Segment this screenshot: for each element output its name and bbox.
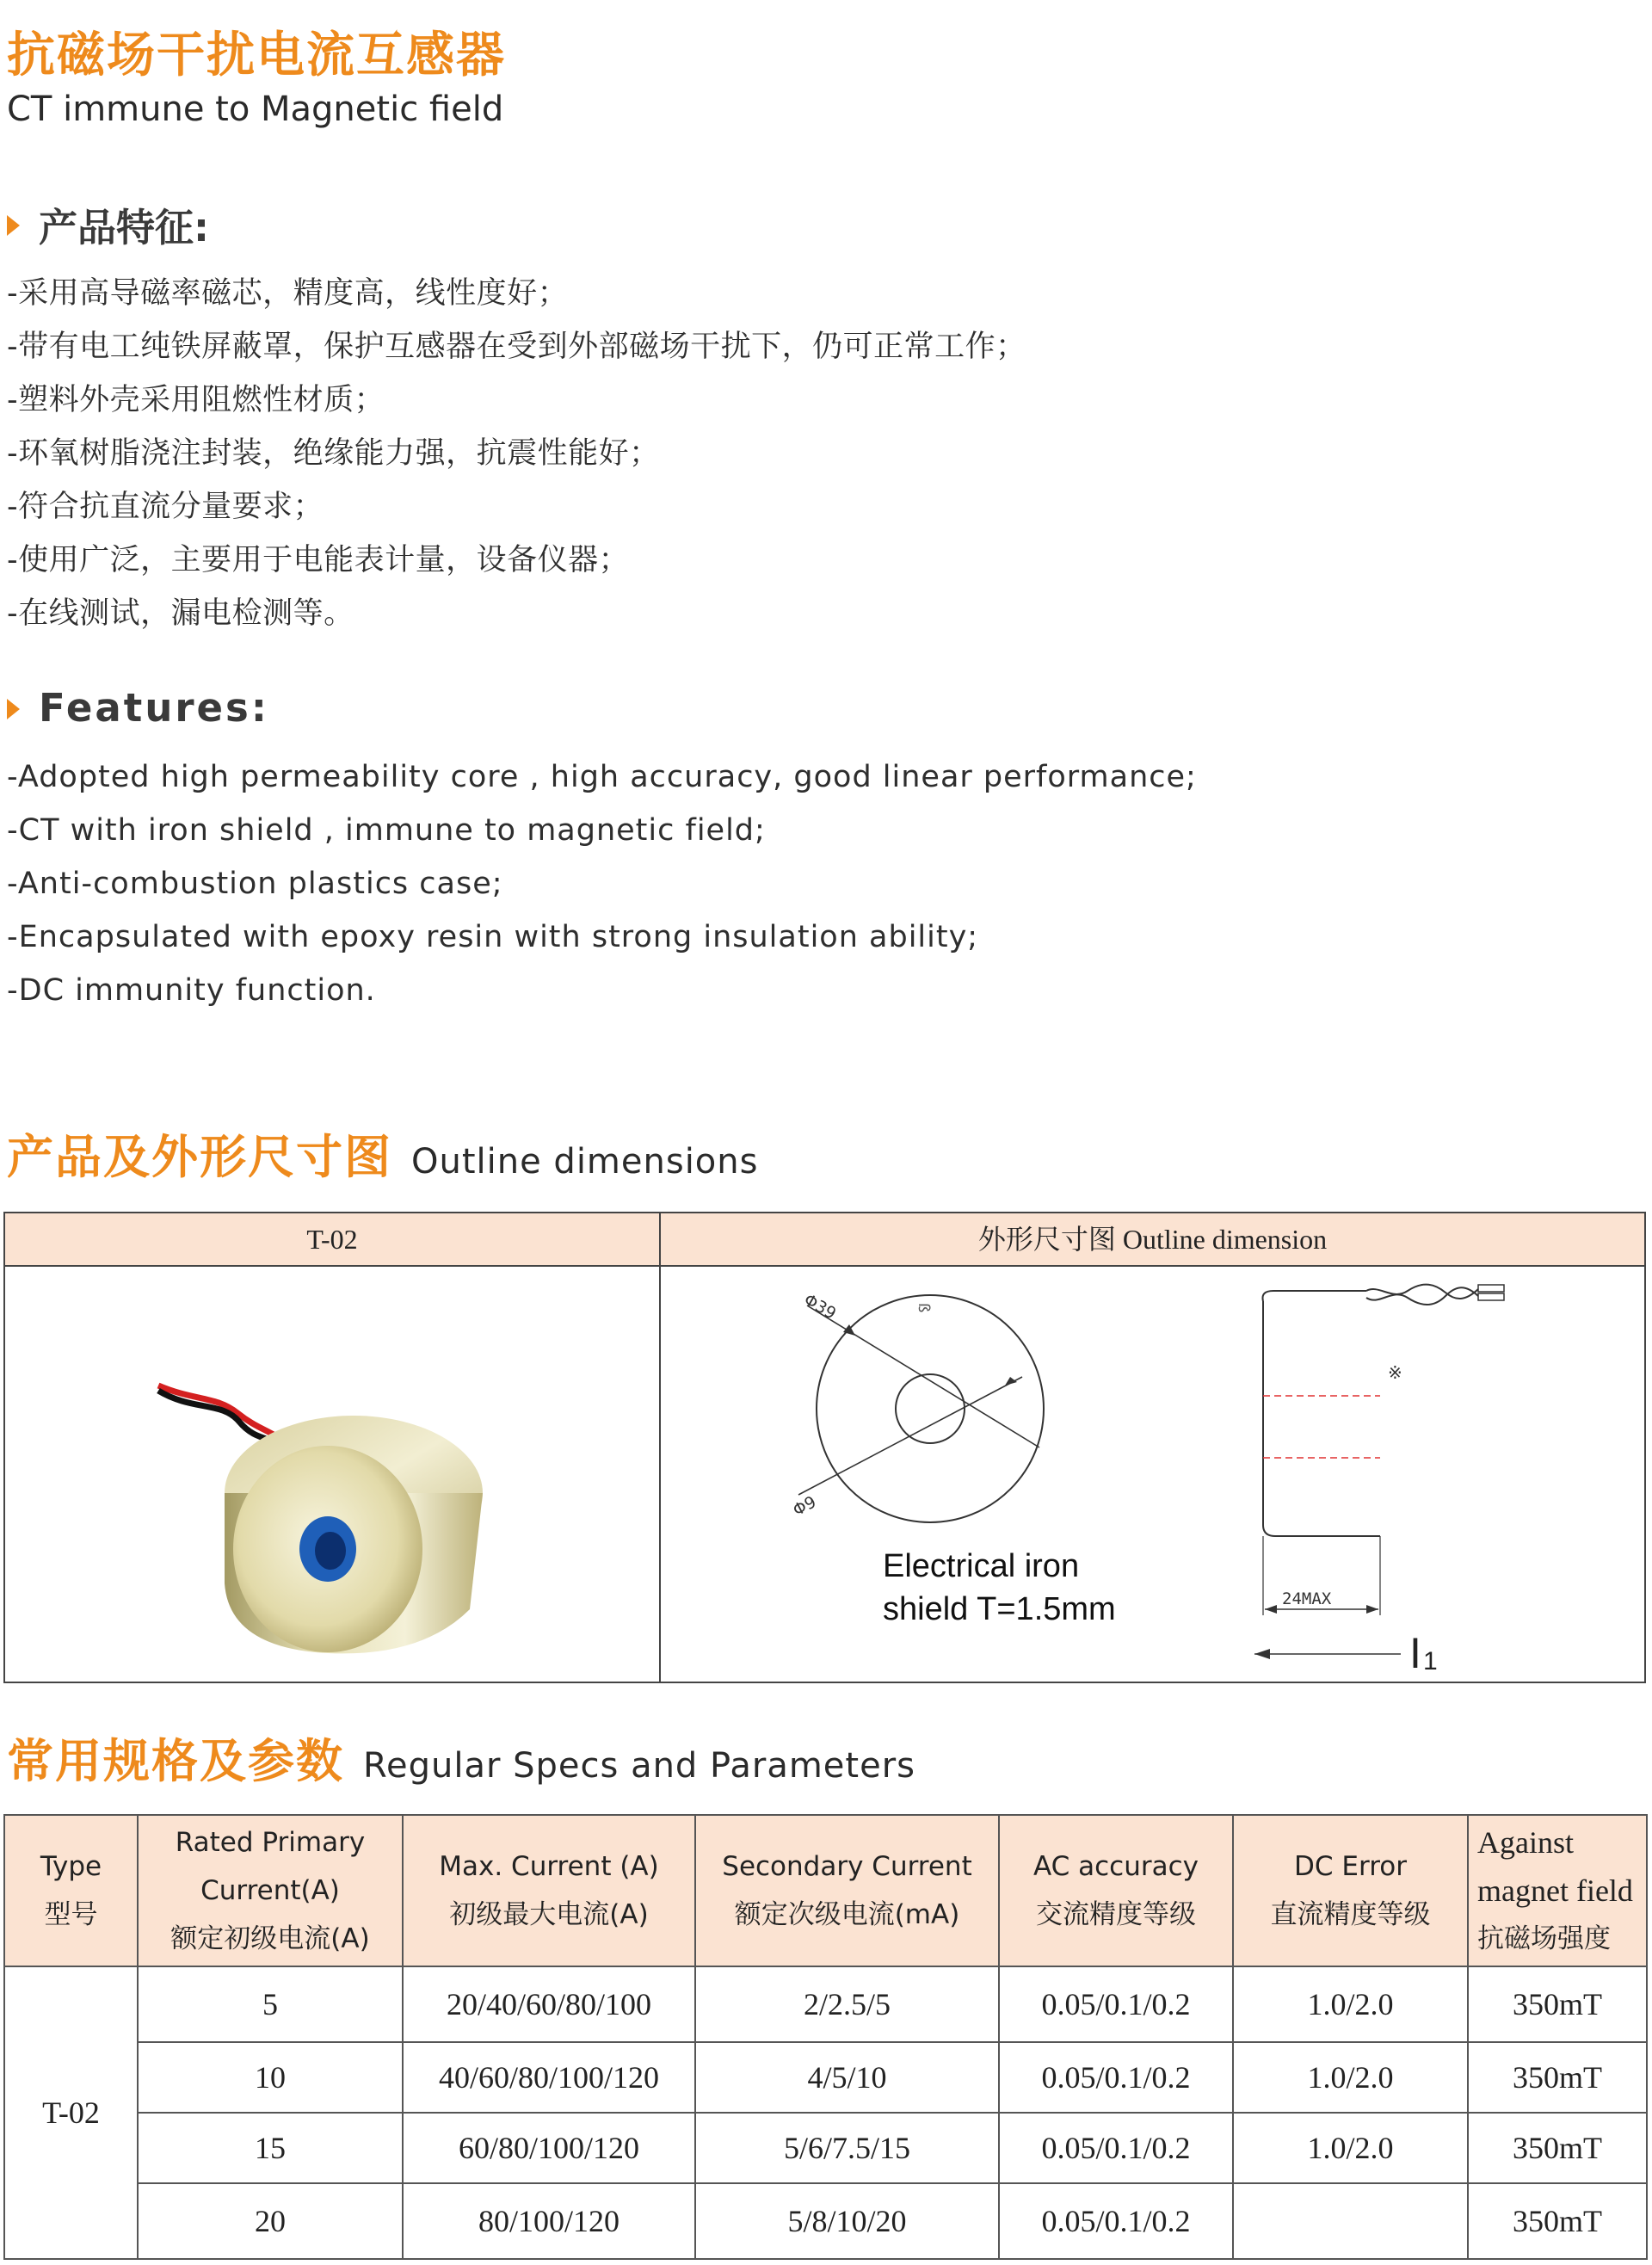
outline-table	[3, 1212, 1646, 1683]
list-item: -使用广泛，主要用于电能表计量，设备仪器；	[7, 543, 630, 577]
header-against-field: Against magnet field 抗磁场强度	[1468, 1815, 1647, 1966]
dimension-line	[798, 1377, 1022, 1495]
specs-heading	[7, 1725, 915, 1791]
ac-cell: 0.05/0.1/0.2	[999, 2042, 1233, 2113]
arrow-head-icon	[1265, 1605, 1277, 1614]
side-view-bottom	[1263, 1525, 1380, 1536]
wire-twist	[1366, 1285, 1478, 1299]
header-type: Type 型号	[4, 1815, 138, 1966]
ac-cell: 0.05/0.1/0.2	[999, 2113, 1233, 2183]
features-cn-heading-text: 产品特征:	[39, 205, 209, 250]
symbol-mark: ※	[1388, 1362, 1402, 1383]
dc-cell: 1.0/2.0	[1233, 2042, 1468, 2113]
list-item: -Anti-combustion plastics case;	[7, 867, 503, 901]
field-cell: 350mT	[1468, 2113, 1647, 2183]
max-cell: 60/80/100/120	[403, 2113, 695, 2183]
header-rated-current: Rated Primary Current(A) 额定初级电流(A)	[138, 1815, 403, 1966]
max-cell: 80/100/120	[403, 2183, 695, 2259]
list-item: -CT with iron shield , immune to magnetic field;	[7, 813, 766, 848]
features-cn-list	[7, 267, 1026, 640]
outline-heading-en: Outline dimensions	[411, 1142, 759, 1182]
max-cell: 20/40/60/80/100	[403, 1966, 695, 2042]
current-subscript: 1	[1423, 1647, 1438, 1676]
inner-diameter-circle	[896, 1374, 965, 1443]
list-item: -塑料外壳采用阻燃性材质；	[7, 383, 385, 417]
max-cell: 40/60/80/100/120	[403, 2042, 695, 2113]
current-label: I	[1409, 1629, 1421, 1677]
secondary-cell: 2/2.5/5	[695, 1966, 999, 2042]
shield-note-line2: shield T=1.5mm	[883, 1591, 1116, 1627]
rated-cell: 20	[138, 2183, 403, 2259]
specs-table	[3, 1814, 1648, 2260]
outline-heading	[7, 1120, 758, 1187]
dc-cell: 1.0/2.0	[1233, 2113, 1468, 2183]
length-dim-label: 24MAX	[1282, 1589, 1332, 1608]
field-cell: 350mT	[1468, 2042, 1647, 2113]
arrow-head-icon	[1366, 1605, 1378, 1614]
dc-cell: 1.0/2.0	[1233, 1966, 1468, 2042]
wire-terminal	[1478, 1293, 1504, 1300]
table-row	[4, 1966, 1647, 2042]
dim-inner-label: Φ9	[790, 1492, 820, 1521]
list-item: -Encapsulated with epoxy resin with strong insulation ability;	[7, 920, 979, 954]
specs-heading-cn: 常用规格及参数	[7, 1734, 344, 1788]
table-row	[4, 2042, 1647, 2113]
outline-drawing	[661, 1267, 1646, 1682]
dimension-line	[807, 1305, 1039, 1447]
field-cell: 350mT	[1468, 1966, 1647, 2042]
table-row	[4, 2183, 1647, 2259]
arrow-head-icon	[1005, 1377, 1017, 1386]
rated-cell: 5	[138, 1966, 403, 2042]
wire-twist	[1366, 1287, 1478, 1305]
side-view-top	[1263, 1291, 1367, 1301]
rated-cell: 15	[138, 2113, 403, 2183]
outline-table-header	[5, 1213, 1644, 1267]
dim-outer-label: Φ39	[800, 1290, 840, 1324]
center-hole	[315, 1532, 346, 1570]
type-cell: T-02	[4, 1966, 138, 2259]
ac-cell: 0.05/0.1/0.2	[999, 2183, 1233, 2259]
header-dc-error: DC Error 直流精度等级	[1233, 1815, 1468, 1966]
wire-terminal	[1478, 1285, 1504, 1292]
secondary-cell: 5/6/7.5/15	[695, 2113, 999, 2183]
secondary-cell: 4/5/10	[695, 2042, 999, 2113]
product-photo	[143, 1282, 521, 1661]
list-item: -DC immunity function.	[7, 973, 376, 1008]
list-item: -采用高导磁率磁芯，精度高，线性度好；	[7, 276, 569, 311]
page-title: 抗磁场干扰电流互感器	[7, 28, 506, 83]
secondary-cell: 5/8/10/20	[695, 2183, 999, 2259]
field-cell: 350mT	[1468, 2183, 1647, 2259]
list-item: -Adopted high permeability core , high accuracy, good linear performance;	[7, 760, 1197, 794]
list-item: -符合抗直流分量要求；	[7, 490, 324, 524]
page-subtitle: CT immune to Magnetic field	[7, 89, 504, 129]
specs-heading-en: Regular Specs and Parameters	[363, 1746, 915, 1786]
outline-col-dimension: 外形尺寸图 Outline dimension	[659, 1213, 1644, 1265]
list-item: -在线测试，漏电检测等。	[7, 596, 354, 631]
triangle-bullet-icon	[7, 699, 20, 719]
list-item: -带有电工纯铁屏蔽罩，保护互感器在受到外部磁场干扰下，仍可正常工作；	[7, 330, 1026, 364]
header-secondary-current: Secondary Current 额定次级电流(mA)	[695, 1815, 999, 1966]
header-max-current: Max. Current (A) 初级最大电流(A)	[403, 1815, 695, 1966]
rated-cell: 10	[138, 2042, 403, 2113]
list-item: -环氧树脂浇注封装，绝缘能力强，抗震性能好；	[7, 436, 660, 471]
table-header-row	[4, 1815, 1647, 1966]
features-cn-heading	[7, 196, 209, 252]
header-ac-accuracy: AC accuracy 交流精度等级	[999, 1815, 1233, 1966]
dc-cell	[1233, 2183, 1468, 2259]
outline-heading-cn: 产品及外形尺寸图	[7, 1130, 392, 1184]
table-row	[4, 2113, 1647, 2183]
shield-note-line1: Electrical iron	[883, 1548, 1080, 1584]
outline-col-model: T-02	[306, 1224, 358, 1255]
features-en-heading-text: Features:	[39, 685, 269, 731]
features-en-list	[7, 750, 1197, 1017]
features-en-heading	[7, 685, 269, 731]
arrow-head-icon	[1254, 1649, 1270, 1659]
triangle-bullet-icon	[7, 215, 20, 236]
marking-glyph: ß	[915, 1303, 933, 1313]
ac-cell: 0.05/0.1/0.2	[999, 1966, 1233, 2042]
